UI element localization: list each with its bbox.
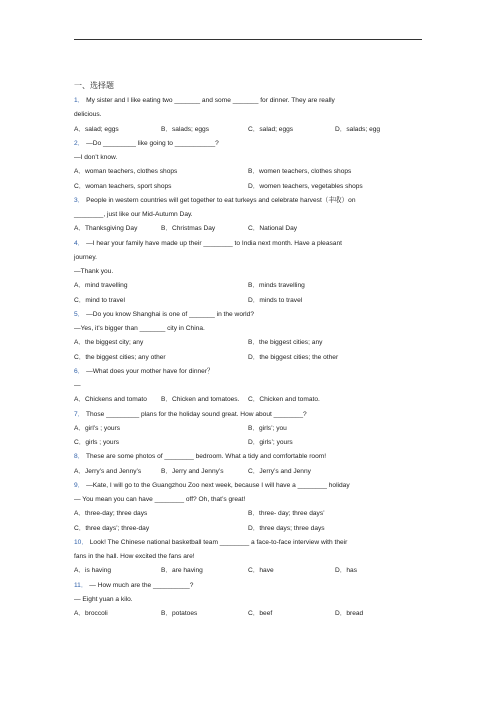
- options-row: [74, 607, 422, 621]
- answer-option[interactable]: C．Chicken and tomato.: [248, 396, 320, 404]
- answer-option[interactable]: D．salads; egg: [335, 125, 381, 133]
- answer-option[interactable]: A．three-day; three days: [74, 510, 148, 518]
- question-text: People in western countries will get together to eat turkeys and celebrate harvest（丰收）on: [84, 196, 356, 204]
- question-text-line: delicious.: [74, 111, 102, 119]
- question-text-line: —I don’t know.: [74, 154, 118, 161]
- answer-option[interactable]: B．potatoes: [161, 610, 198, 617]
- options-row: [74, 507, 422, 521]
- answer-option[interactable]: B．Christmas Day: [161, 225, 216, 233]
- answer-option[interactable]: C．mind to travel: [74, 296, 125, 304]
- answer-option[interactable]: A．mind travelling: [74, 282, 128, 290]
- answer-option[interactable]: D．bread: [335, 610, 364, 617]
- question-1: [74, 94, 422, 137]
- question-stem: [74, 579, 422, 593]
- question-6: [74, 365, 422, 408]
- question-number: 10．: [74, 538, 88, 546]
- answer-option[interactable]: B．minds travelling: [248, 282, 305, 290]
- answer-option[interactable]: [335, 465, 422, 479]
- answer-option[interactable]: A．the biggest city; any: [74, 339, 144, 347]
- question-text: —What does your mother have for dinner？: [84, 367, 214, 375]
- question-text-line: —Thank you.: [74, 268, 114, 275]
- question-text: — How much are the __________?: [87, 581, 194, 589]
- answer-option[interactable]: A．broccoli: [74, 610, 108, 617]
- question-text-line: ________, just like our Mid-Autumn Day.: [74, 211, 193, 218]
- options-row: [74, 180, 422, 194]
- options-row: [74, 336, 422, 350]
- options-row: [74, 123, 422, 137]
- question-stem: [74, 308, 422, 322]
- options-row: [74, 465, 422, 479]
- answer-option[interactable]: C．beef: [248, 610, 273, 617]
- question-2: [74, 137, 422, 194]
- options-row: [74, 436, 422, 450]
- answer-option[interactable]: D．three days; three days: [248, 524, 325, 532]
- question-stem: [74, 94, 422, 108]
- answer-option[interactable]: D．women teachers, vegetables shops: [248, 182, 363, 190]
- answer-option[interactable]: A．Chickens and tomato: [74, 396, 147, 404]
- question-stem: [74, 536, 422, 550]
- question-list: [74, 78, 422, 621]
- question-stem: [74, 408, 422, 422]
- answer-option[interactable]: [335, 222, 422, 236]
- question-text-line: journey.: [74, 253, 97, 261]
- question-text-line: — You mean you can have ________ off? Oh, that’s great!: [74, 496, 246, 503]
- question-4: [74, 237, 422, 308]
- answer-option[interactable]: A．Thanksgiving Day: [74, 225, 138, 233]
- answer-option[interactable]: C．salad; eggs: [248, 125, 294, 133]
- question-text: Those _________ plans for the holiday sound great. How about ________?: [84, 410, 307, 418]
- question-number: 6．: [74, 367, 85, 375]
- question-number: 7．: [74, 410, 85, 418]
- answer-option[interactable]: D．has: [335, 567, 357, 575]
- question-text: —Do _________ like going to ___________?: [84, 139, 219, 147]
- question-text: Look! The Chinese national basketball team ________ a face-to-face interview with their: [87, 538, 348, 546]
- answer-option[interactable]: D．girls’; yours: [248, 439, 293, 446]
- answer-option[interactable]: C．Jerry’s and Jenny: [248, 467, 311, 475]
- answer-option[interactable]: B．three- day; three days’: [248, 510, 325, 518]
- question-text: These are some photos of ________ bedroom. What a tidy and comfortable room!: [84, 453, 327, 461]
- answer-option[interactable]: A．girl’s ; yours: [74, 424, 121, 432]
- answer-option[interactable]: C．woman teachers, sport shops: [74, 182, 172, 190]
- answer-option[interactable]: C．the biggest cities; any other: [74, 353, 166, 361]
- answer-option[interactable]: B．salads; eggs: [161, 125, 210, 133]
- question-number: 5．: [74, 310, 85, 318]
- answer-option[interactable]: B．are having: [161, 567, 203, 575]
- question-11: [74, 579, 422, 622]
- question-number: 4．: [74, 239, 85, 247]
- options-row: [74, 279, 422, 293]
- question-9: [74, 479, 422, 536]
- section-title: 一、选择题: [74, 81, 114, 90]
- answer-option[interactable]: A．is having: [74, 567, 112, 575]
- answer-option[interactable]: [335, 393, 422, 407]
- question-text: —Kate, I will go to the Guangzhou Zoo next week, because I will have a ________ holiday: [84, 481, 350, 489]
- answer-option[interactable]: B．Chicken and tomatoes.: [161, 396, 240, 404]
- answer-option[interactable]: C．girls ; yours: [74, 439, 120, 446]
- answer-option[interactable]: A．Jerry’s and Jenny’s: [74, 467, 142, 475]
- answer-option[interactable]: B．women teachers, clothes shops: [248, 168, 352, 176]
- question-text-line: fans in the hall. How excited the fans are!: [74, 553, 195, 560]
- questions-container: [74, 94, 422, 621]
- answer-option[interactable]: B．the biggest cities; any: [248, 339, 323, 347]
- question-text-line: — Eight yuan a kilo.: [74, 595, 133, 603]
- options-row: [74, 222, 422, 236]
- answer-option[interactable]: A．woman teachers, clothes shops: [74, 168, 178, 176]
- question-number: 1．: [74, 97, 85, 104]
- answer-option[interactable]: B．girls’; you: [248, 424, 287, 432]
- options-row: [74, 294, 422, 308]
- question-7: [74, 408, 422, 451]
- answer-option[interactable]: C．three days’; three-day: [74, 524, 150, 532]
- answer-option[interactable]: B．Jerry and Jenny’s: [161, 467, 224, 475]
- question-number: 11．: [74, 581, 88, 589]
- question-number: 8．: [74, 453, 85, 461]
- answer-option[interactable]: C．have: [248, 567, 274, 575]
- question-number: 2．: [74, 139, 85, 147]
- question-text-line: —Yes, it’s bigger than _______ city in China.: [74, 325, 205, 332]
- question-stem: [74, 365, 422, 379]
- options-row: [74, 522, 422, 536]
- answer-option[interactable]: A．salad; eggs: [74, 125, 119, 133]
- options-row: [74, 422, 422, 436]
- question-number: 3．: [74, 196, 85, 204]
- options-row: [74, 564, 422, 578]
- header-rule: [74, 39, 422, 40]
- question-3: [74, 194, 422, 237]
- question-stem: [74, 479, 422, 493]
- options-row: [74, 393, 422, 407]
- answer-option[interactable]: D．the biggest cities; the other: [248, 353, 339, 361]
- question-10: [74, 536, 422, 579]
- question-8: [74, 450, 422, 479]
- question-text: —I hear your family have made up their ________ to India next month. Have a pleasant: [84, 239, 342, 247]
- question-stem: [74, 194, 422, 208]
- question-5: [74, 308, 422, 365]
- question-stem: [74, 450, 422, 464]
- question-text-line: —: [74, 382, 81, 389]
- answer-option[interactable]: D．minds to travel: [248, 296, 303, 304]
- options-row: [74, 351, 422, 365]
- question-text: My sister and I like eating two _______ and some _______ for dinner. They are really: [84, 97, 335, 104]
- question-text: —Do you know Shanghai is one of _______ in the world?: [84, 310, 254, 318]
- question-stem: [74, 137, 422, 151]
- answer-option[interactable]: C．National Day: [248, 225, 298, 233]
- question-number: 9．: [74, 481, 85, 489]
- question-stem: [74, 237, 422, 251]
- options-row: [74, 165, 422, 179]
